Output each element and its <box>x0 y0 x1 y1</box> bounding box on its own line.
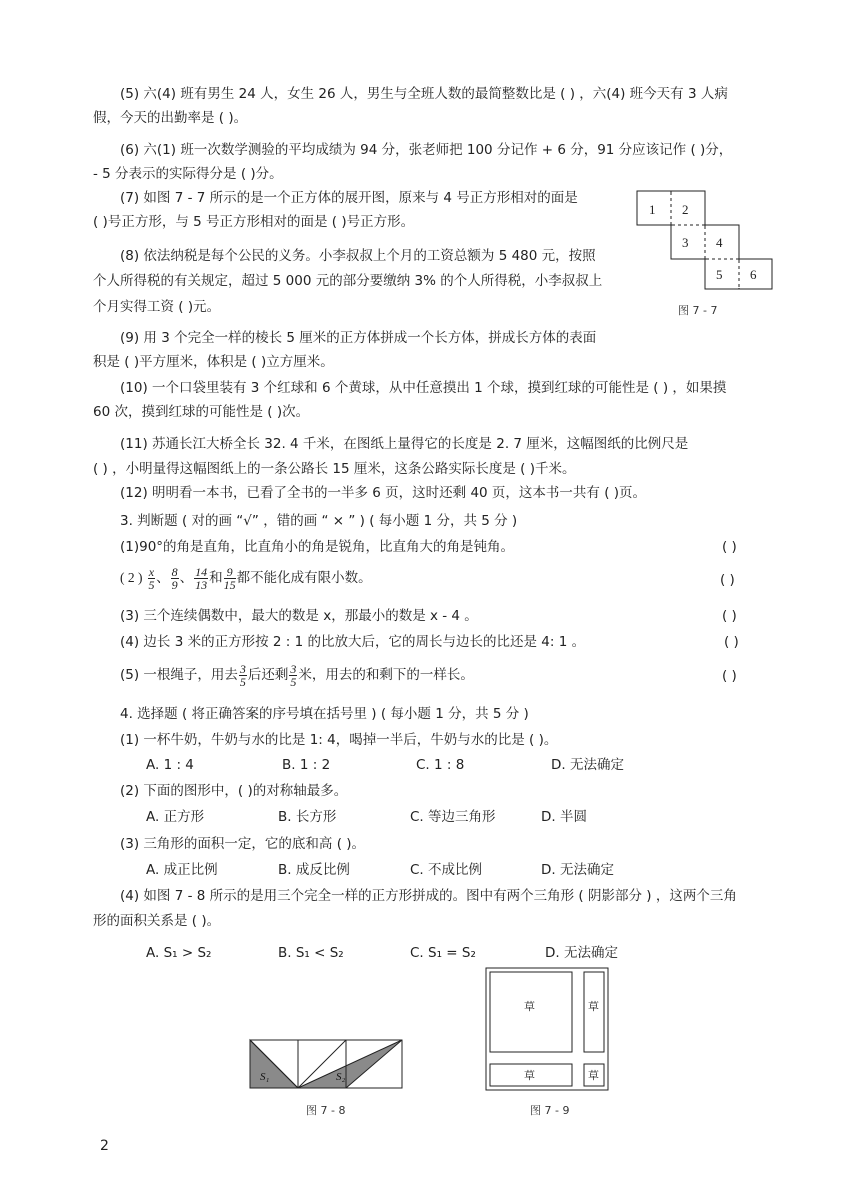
fraction-num: 9 <box>224 566 236 579</box>
fraction-num: 8 <box>171 564 178 579</box>
fraction-den: 5 <box>290 674 297 689</box>
q8-line1: (8) 依法纳税是每个公民的义务。小李叔叔上个月的工资总额为 5 480 元，按照 <box>120 248 596 264</box>
q12-line: (12) 明明看一本书，已看了全书的一半多 6 页，这时还剩 40 页，这本书一共有 ( )页。 <box>120 485 647 501</box>
fraction <box>194 566 208 591</box>
judge-4-blank: ( ) <box>724 634 739 650</box>
q11-line2: ( ) ，小明量得这幅图纸上的一条公路长 15 厘米，这条公路实际长度是 ( )千米。 <box>93 461 576 477</box>
judge-4: (4) 边长 3 米的正方形按 2 : 1 的比放大后，它的周长与边长的比还是 4: 1 。 <box>120 634 586 650</box>
choice-3-opt-a: A. 成正比例 <box>146 862 218 878</box>
judge-2-suffix: 都不能化成有限小数。 <box>236 570 372 586</box>
choice-3-opt-d: D. 无法确定 <box>541 862 614 878</box>
choice-3: (3) 三角形的面积一定，它的底和高 ( )。 <box>120 836 366 852</box>
fraction-num: 14 <box>195 564 208 579</box>
figure-7-7-cube-net <box>630 188 775 298</box>
figure-7-9 <box>484 966 610 1092</box>
q10-line1: (10) 一个口袋里装有 3 个红球和 6 个黄球，从中任意摸出 1 个球，摸到红球的可能性是 ( ) ，如果摸 <box>120 380 727 396</box>
fraction-num: x <box>148 564 155 579</box>
q5-line2: 假，今天的出勤率是 ( )。 <box>93 110 248 126</box>
q6-line2: - 5 分表示的实际得分是 ( )分。 <box>93 166 283 182</box>
fraction-den: 15 <box>223 577 236 592</box>
q6-line1: (6) 六(1) 班一次数学测验的平均成绩为 94 分，张老师把 100 分记作 + 6 分，91 分应该记作 ( )分， <box>120 142 733 158</box>
judge-1-blank: ( ) <box>722 539 737 555</box>
q11-line1: (11) 苏通长江大桥全长 32. 4 千米，在图纸上量得它的长度是 2. 7 厘米，这幅图纸的比例尺是 <box>120 436 689 452</box>
choice-1-opt-c: C. 1 : 8 <box>416 757 465 773</box>
choice-4-line1: (4) 如图 7 - 8 所示的是用三个完全一样的正方形拼成的。图中有两个三角形 ( 阴影部分 ) ，这两个三角 <box>120 888 737 904</box>
page-number: 2 <box>100 1138 109 1154</box>
judge-5 <box>120 660 474 690</box>
q8-line2: 个人所得税的有关规定，超过 5 000 元的部分要缴纳 3% 的个人所得税，小李叔叔上 <box>93 273 603 289</box>
fraction-num: 3 <box>290 661 297 676</box>
judge-1: (1)90°的角是直角，比直角小的角是锐角，比直角大的角是钝角。 <box>120 539 515 555</box>
fraction-den: 9 <box>171 577 178 592</box>
label-s1: S₁ <box>260 1071 270 1083</box>
judge-3: (3) 三个连续偶数中，最大的数是 x，那最小的数是 x - 4 。 <box>120 608 478 624</box>
fraction-den: 5 <box>239 674 246 689</box>
fraction <box>148 566 155 591</box>
judge-3-blank: ( ) <box>722 608 737 624</box>
judge-2-and: 和 <box>209 570 223 586</box>
cube-cell-2: 2 <box>682 202 689 217</box>
cube-cell-6: 6 <box>750 267 757 282</box>
section3-title: 3. 判断题 ( 对的画 “√” ，错的画 “ × ” ) ( 每小题 1 分，共 5 分 ) <box>120 513 518 529</box>
q8-line3: 个月实得工资 ( )元。 <box>93 299 221 315</box>
judge-2: ( 2 ) $\frac{x}{5}$ 、 $\frac{8}{9}$ 、 $\frac{14}{13}$ 和 $\frac{9}{15}$ 都不能化成有限小数。 <box>120 564 372 592</box>
q9-line2: 积是 ( )平方厘米，体积是 ( )立方厘米。 <box>93 354 334 370</box>
fraction <box>239 663 247 688</box>
cube-cell-3: 3 <box>682 235 689 250</box>
q7-line1: (7) 如图 7 - 7 所示的是一个正方体的展开图，原来与 4 号正方形相对的面是 <box>120 190 578 206</box>
fraction <box>224 566 236 591</box>
choice-1-opt-d: D. 无法确定 <box>551 757 624 773</box>
choice-4-opt-a: A. S₁ > S₂ <box>146 945 212 961</box>
cube-cell-1: 1 <box>649 202 656 217</box>
judge-5-c: 米，用去的和剩下的一样长。 <box>298 667 474 683</box>
choice-1: (1) 一杯牛奶，牛奶与水的比是 1: 4，喝掉一半后，牛奶与水的比是 ( )。 <box>120 732 558 748</box>
grass-label: 草 <box>524 1001 535 1013</box>
cube-cell-4: 4 <box>716 235 723 250</box>
fraction <box>171 566 179 591</box>
q10-line2: 60 次，摸到红球的可能性是 ( )次。 <box>93 404 310 420</box>
grass-label: 草 <box>588 1001 599 1013</box>
judge-5-blank: ( ) <box>722 668 737 684</box>
choice-2-opt-d: D. 半圆 <box>541 809 587 825</box>
judge-5-b: 后还剩 <box>247 667 289 683</box>
fraction-den: 13 <box>195 577 208 592</box>
choice-1-opt-b: B. 1 : 2 <box>282 757 331 773</box>
section4-title: 4. 选择题 ( 将正确答案的序号填在括号里 ) ( 每小题 1 分，共 5 分 ) <box>120 706 529 722</box>
label-s2: S₂ <box>336 1071 346 1083</box>
q9-line1: (9) 用 3 个完全一样的棱长 5 厘米的正方体拼成一个长方体，拼成长方体的表面 <box>120 330 597 346</box>
choice-2-opt-c: C. 等边三角形 <box>410 809 496 825</box>
fraction-num: 3 <box>239 661 246 676</box>
figure-7-7-caption: 图 7 - 7 <box>678 304 718 317</box>
choice-2-opt-b: B. 长方形 <box>278 809 337 825</box>
judge-2-prefix: ( 2 ) <box>120 570 143 585</box>
choice-1-opt-a: A. 1 : 4 <box>146 757 194 773</box>
judge-2-blank: ( ) <box>720 572 735 588</box>
choice-3-opt-c: C. 不成比例 <box>410 862 483 878</box>
grass-label: 草 <box>524 1070 535 1082</box>
figure-7-9-caption: 图 7 - 9 <box>530 1104 570 1117</box>
choice-2: (2) 下面的图形中，( )的对称轴最多。 <box>120 783 348 799</box>
choice-3-opt-b: B. 成反比例 <box>278 862 350 878</box>
q5-line1: (5) 六(4) 班有男生 24 人，女生 26 人，男生与全班人数的最简整数比是 ( ) ，六(4) 班今天有 3 人病 <box>120 86 728 102</box>
fraction-den: 5 <box>148 577 155 592</box>
choice-4-opt-d: D. 无法确定 <box>545 945 618 961</box>
cube-cell-5: 5 <box>716 267 723 282</box>
choice-2-opt-a: A. 正方形 <box>146 809 205 825</box>
fraction <box>289 663 297 688</box>
grass-label: 草 <box>588 1070 599 1082</box>
figure-7-8 <box>248 1036 404 1092</box>
judge-5-a: (5) 一根绳子，用去 <box>120 667 238 683</box>
choice-4-line2: 形的面积关系是 ( )。 <box>93 913 221 929</box>
choice-4-opt-c: C. S₁ = S₂ <box>410 945 476 961</box>
figure-7-8-caption: 图 7 - 8 <box>306 1104 346 1117</box>
q7-line2: ( )号正方形，与 5 号正方形相对的面是 ( )号正方形。 <box>93 214 415 230</box>
choice-4-opt-b: B. S₁ < S₂ <box>278 945 344 961</box>
